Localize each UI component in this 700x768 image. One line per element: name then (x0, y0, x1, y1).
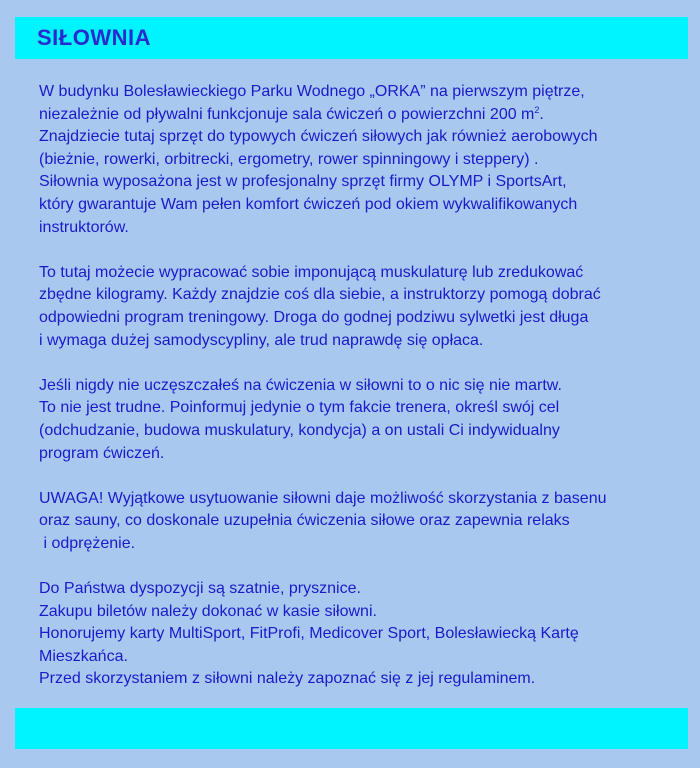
text-line: który gwarantuje Wam pełen komfort ćwiczeń pod okiem wykwalifikowanych (39, 195, 578, 213)
superscript-2: 2 (534, 104, 540, 115)
text-line: i wymaga dużej samodyscypliny, ale trud naprawdę się opłaca. (39, 331, 484, 349)
footer-bar (15, 708, 688, 749)
text-line: Znajdziecie tutaj sprzęt do typowych ćwiczeń siłowych jak również aerobowych (39, 128, 598, 146)
text-line (39, 104, 679, 127)
page-title: SIŁOWNIA (37, 25, 151, 50)
text-line: oraz sauny, co doskonale uzupełnia ćwiczenia siłowe oraz zapewnia relaks (39, 512, 570, 530)
notice-paragraph (39, 488, 679, 556)
text-line: Zakupu biletów należy dokonać w kasie siłowni. (39, 602, 377, 620)
content-body (39, 81, 679, 714)
text-line: odpowiedni program treningowy. Droga do godnej podziwu sylwetki jest długa (39, 308, 589, 326)
text-line: instruktorów. (39, 218, 129, 236)
text-line: To nie jest trudne. Poinformuj jedynie o tym fakcie trenera, określ swój cel (39, 399, 560, 417)
text-line: (odchudzanie, budowa muskulatury, kondycja) a on ustali Ci indywidualny (39, 421, 560, 439)
text-line: zbędne kilogramy. Każdy znajdzie coś dla siebie, a instruktorzy pomogą dobrać (39, 286, 601, 304)
intro-paragraph (39, 81, 679, 239)
text-line: Jeśli nigdy nie uczęszczałeś na ćwiczenia w siłowni to o nic się nie martw. (39, 376, 562, 394)
text-line: Honorujemy karty MultiSport, FitProfi, Medicover Sport, Bolesławiecką Kartę (39, 625, 579, 643)
text-line: Przed skorzystaniem z siłowni należy zapoznać się z jej regulaminem. (39, 670, 536, 688)
training-paragraph (39, 262, 679, 352)
text-line: W budynku Bolesławieckiego Parku Wodnego „ORKA” na pierwszym piętrze, (39, 83, 585, 100)
header-bar (15, 17, 688, 59)
text-line-main: niezależnie od pływalni funkcjonuje sala ćwiczeń o powierzchni 200 m (39, 105, 535, 123)
text-line: program ćwiczeń. (39, 444, 165, 462)
info-paragraph (39, 578, 679, 691)
text-line: Do Państwa dyspozycji są szatnie, prysznice. (39, 580, 361, 598)
text-line: (bieżnie, rowerki, orbitrecki, ergometry, rower spinningowy i steppery) . (39, 150, 539, 168)
text-line: i odprężenie. (39, 534, 136, 552)
text-line: UWAGA! Wyjątkowe usytuowanie siłowni daje możliwość skorzystania z basenu (39, 489, 607, 507)
text-line: To tutaj możecie wypracować sobie imponującą muskulaturę lub zredukować (39, 263, 584, 281)
text-line: Mieszkańca. (39, 647, 128, 665)
beginners-paragraph (39, 375, 679, 465)
text-line: Siłownia wyposażona jest w profesjonalny sprzęt firmy OLYMP i SportsArt, (39, 173, 567, 191)
text-line-period: . (539, 105, 544, 123)
